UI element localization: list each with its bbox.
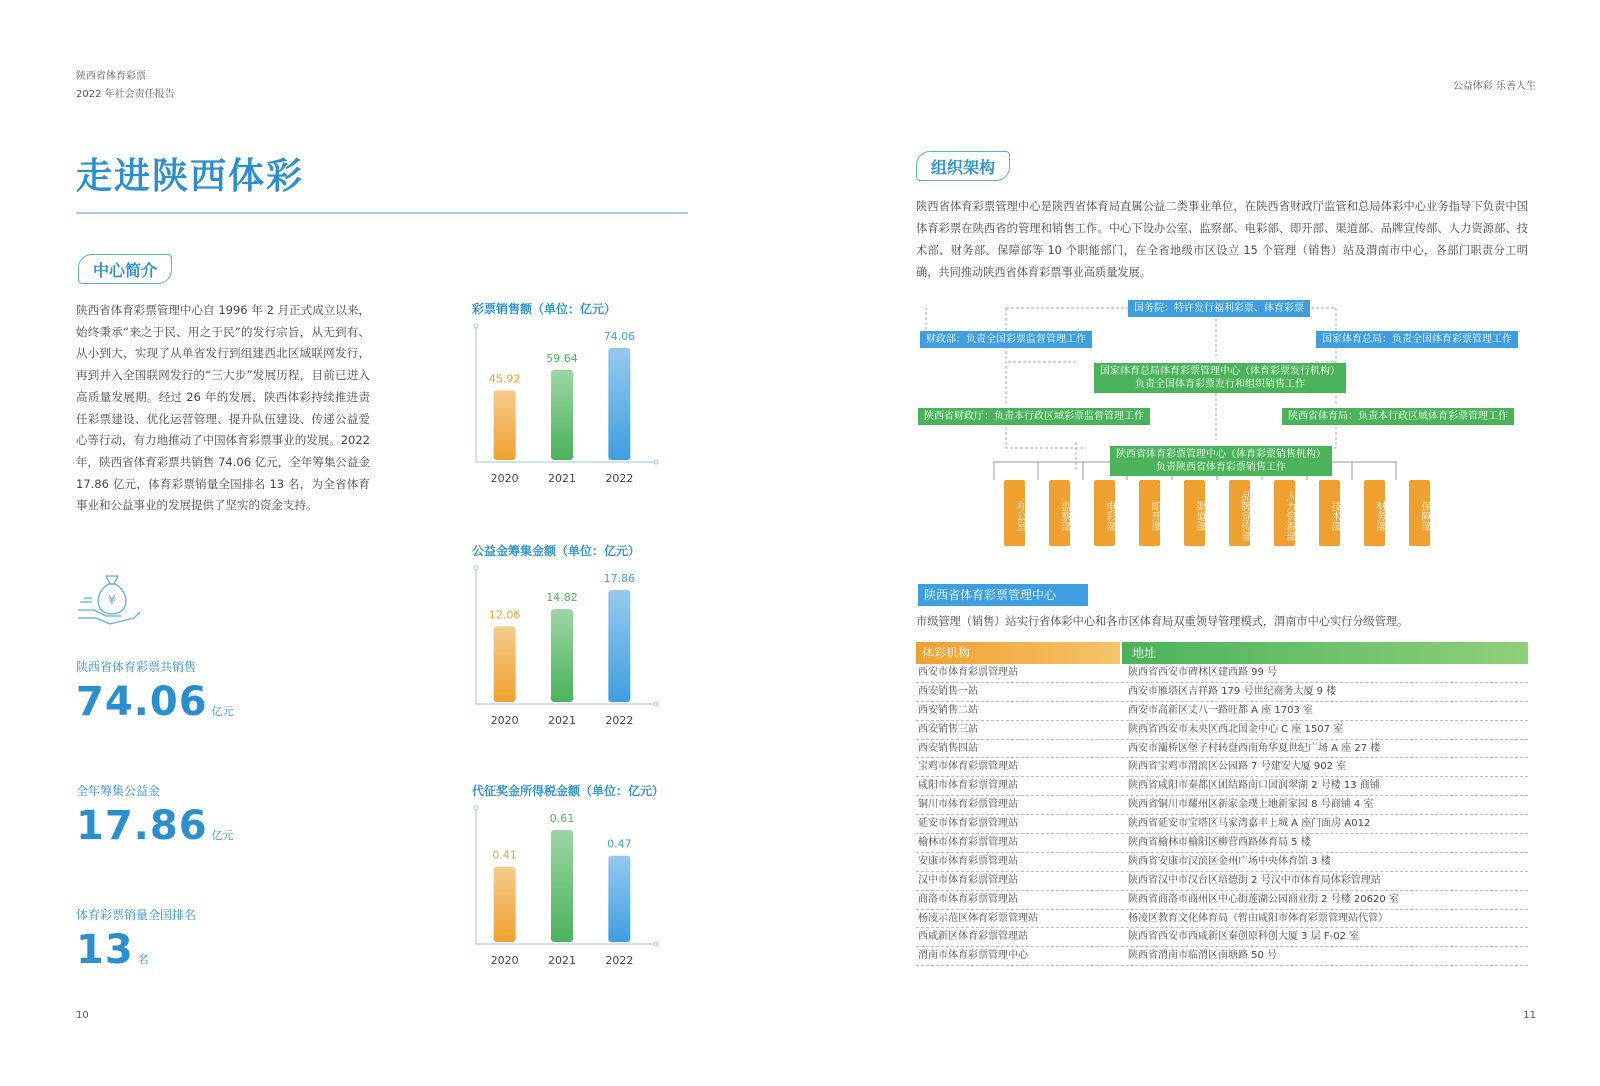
bar-value-label: 0.61 (549, 812, 575, 825)
org-paragraph: 陕西省体育彩票管理中心是陕西省体育局直属公益二类事业单位，在陕西省财政厅监管和总局体彩中心业务指导下负责中国体育彩票在陕西省的管理和销售工作。中心下设办公室、监察部、电彩部、即开部、渠道部、品牌宣传部、人力资源部、技术部、财务部、保障部等 10 个职能部门，在全省地级市区设立 15 个管理（销售）站及渭南市中心，各部门职责分工明确，共同推动陕西省体育彩票事业高质量发展。 (916, 200, 1528, 279)
table-row (916, 702, 1528, 721)
table-row (916, 834, 1528, 853)
station-address: 西安市高新区丈八一路旺都 A 座 1703 室 (1128, 704, 1314, 716)
station-name: 延安市体育彩票管理站 (918, 818, 1018, 830)
kpi-sales-label: 陕西省体育彩票共销售 (76, 660, 197, 674)
kpi-sales (76, 658, 234, 725)
dept-finance: 财务部 (1364, 480, 1385, 546)
station-name: 西安销售四站 (918, 742, 978, 754)
chart-title-sales: 彩票销售额（单位：亿元） (472, 302, 617, 316)
station-name: 西安市体育彩票管理站 (918, 667, 1018, 678)
station-name: 榆林市体育彩票管理站 (918, 837, 1018, 849)
x-tick-label: 2020 (490, 954, 519, 967)
table-row (916, 928, 1528, 947)
station-address: 陕西省商洛市商州区中心街莲湖公园商业街 2 号楼 20620 室 (1128, 893, 1399, 905)
station-address: 杨凌区教育文化体育局（暂由咸阳市体育彩票管理站代管） (1128, 912, 1388, 924)
intro-paragraph: 陕西省体育彩票管理中心自 1996 年 2 月正式成立以来，始终秉承“来之于民、用之于民”的发行宗旨，从无到有、从小到大，实现了从单省发行到组建西北区域联网发行，再到并入全国联网发行的“三大步”发展历程，目前已进入高质量发展期。经过 26 年的发展，陕西体彩持续推进责任彩票建设、优化运营管理、提升队伍建设、传递公益爱心等行动，有力地推动了中国体育彩票事业的发展。2022 年，陕西省体育彩票共销售 74.06 亿元，全年筹集公益金 17.86 亿元，体育彩票销量全国排名 13 名，为全省体育事业和公益事业的发展提供了坚实的资金支持。 (76, 303, 370, 513)
chart-welfare (468, 564, 668, 734)
table-body (916, 664, 1528, 966)
money-bag-icon (76, 570, 146, 634)
x-tick-label: 2022 (605, 714, 634, 727)
station-name: 铜川市体育彩票管理站 (918, 799, 1018, 811)
table-header-address: 地址 (1122, 642, 1528, 664)
title-divider (76, 212, 688, 214)
org-sx-finance: 陕西省财政厅：负责本行政区域彩票监督管理工作 (918, 408, 1150, 425)
table-header (916, 642, 1528, 664)
section-tag-intro: 中心简介 (78, 254, 172, 284)
bar-2020 (494, 867, 516, 942)
station-address: 陕西省渭南市临渭区南塘路 50 号 (1128, 950, 1278, 962)
table-row (916, 910, 1528, 929)
org-state-council: 国务院：特许发行福利彩票、体育彩票 (1128, 300, 1310, 317)
table-row (916, 796, 1528, 815)
x-tick-label: 2020 (490, 714, 519, 727)
station-name: 西安销售一站 (918, 685, 978, 697)
table-header-org: 体彩机构 (916, 642, 1120, 664)
bar-2022 (608, 856, 630, 942)
chart-title-welfare: 公益金筹集金额（单位：亿元） (472, 544, 641, 558)
bar-2022 (608, 348, 630, 460)
dept-office: 办公室 (1004, 480, 1025, 546)
bar-2021 (551, 370, 573, 460)
table-row (916, 721, 1528, 740)
dept-brand: 品牌宣传部 (1229, 480, 1250, 546)
bar-value-label: 14.82 (546, 591, 578, 605)
axis-endpoint (654, 942, 658, 946)
org-mof: 财政部：负责全国彩票监督管理工作 (920, 331, 1092, 348)
header-org: 陕西省体育彩票 (76, 71, 146, 82)
x-tick-label: 2021 (548, 714, 576, 727)
table-row (916, 740, 1528, 759)
center-tag: 陕西省体育彩票管理中心 (918, 584, 1088, 606)
station-address: 陕西省延安市宝塔区马家湾嘉丰上城 A 座门面房 A012 (1128, 818, 1371, 830)
station-address: 陕西省西安市西咸新区秦创原科创大厦 3 层 F-02 室 (1128, 931, 1360, 943)
page-title: 走进陕西体彩 (76, 156, 305, 197)
report-header (76, 68, 175, 104)
axis-endpoint (474, 566, 478, 570)
station-name: 咸阳市体育彩票管理站 (918, 780, 1018, 792)
table-row (916, 815, 1528, 834)
station-address: 西安市灞桥区堡子村转盘西南角华夏世纪广场 A 座 27 楼 (1128, 742, 1381, 754)
kpi-rank-label: 体育彩票销量全国排名 (76, 908, 197, 922)
page-number-left: 10 (76, 1010, 89, 1021)
table-row (916, 872, 1528, 891)
kpi-welfare (76, 782, 234, 849)
bar-value-label: 74.06 (603, 330, 636, 343)
station-name: 杨凌示范区体育彩票管理站 (918, 912, 1038, 924)
svg-text:¥: ¥ (108, 593, 116, 607)
bar-value-label: 59.64 (546, 351, 578, 365)
dept-support: 保障部 (1409, 480, 1430, 546)
org-sx-center-line1: 陕西省体育彩票管理中心（体育彩票销售机构） (1116, 449, 1326, 460)
bar-value-label: 0.41 (492, 848, 517, 862)
x-tick-label: 2021 (548, 472, 576, 485)
bar-2020 (494, 626, 516, 702)
axis-endpoint (474, 324, 478, 328)
kpi-welfare-label: 全年筹集公益金 (76, 784, 161, 798)
station-name: 西咸新区体育彩票管理站 (918, 931, 1028, 943)
dept-channel: 渠道部 (1184, 480, 1205, 546)
dept-electronic: 电彩部 (1094, 480, 1115, 546)
org-nlc-line1: 国家体育总局体育彩票管理中心（体育彩票发行机构） (1100, 366, 1340, 377)
org-sx-center-line2: 负责陕西省体育彩票销售工作 (1156, 462, 1286, 473)
axis-endpoint (654, 702, 658, 706)
kpi-rank-value: 13 (76, 927, 134, 973)
axis-endpoint (654, 460, 658, 464)
station-address: 陕西省宝鸡市渭滨区公园路 7 号建安大厦 902 室 (1128, 761, 1347, 773)
station-address: 陕西省榆林市榆阳区柳营西路体育局 5 楼 (1128, 837, 1311, 849)
kpi-rank-unit: 名 (137, 953, 149, 966)
page-number-right: 11 (1523, 1010, 1536, 1021)
header-report: 2022 年社会责任报告 (76, 89, 175, 100)
center-description: 市级管理（销售）站实行省体彩中心和各市区体育局双重领导管理模式，渭南市中心实行分级管理。 (916, 615, 1409, 628)
axis-endpoint (474, 806, 478, 810)
bar-2020 (494, 391, 516, 460)
chart-title-tax: 代征奖金所得税金额（单位：亿元） (472, 784, 665, 798)
kpi-rank (76, 906, 196, 973)
bar-value-label: 17.86 (603, 572, 636, 585)
station-name: 渭南市体育彩票管理中心 (918, 950, 1028, 962)
table-row (916, 947, 1528, 966)
station-address: 陕西省汉中市汉台区培德街 2 号汉中市体育局体彩管理站 (1128, 874, 1381, 886)
station-name: 安康市体育彩票管理站 (918, 855, 1018, 867)
station-name: 西安销售三站 (918, 723, 978, 735)
bar-value-label: 0.47 (607, 837, 632, 851)
bar-value-label: 45.92 (488, 372, 521, 386)
kpi-sales-unit: 亿元 (211, 705, 234, 718)
station-address: 西安市雁塔区吉祥路 179 号世纪商务大厦 9 楼 (1128, 685, 1337, 697)
station-name: 汉中市体育彩票管理站 (918, 874, 1018, 886)
dept-instant: 即开部 (1139, 480, 1160, 546)
header-slogan: 公益体彩 乐善人生 (1452, 81, 1536, 92)
station-name: 商洛市体育彩票管理站 (918, 893, 1018, 905)
x-tick-label: 2021 (548, 954, 576, 967)
org-sx-center (1110, 446, 1332, 476)
station-address: 陕西省安康市汉滨区金州广场中央体育馆 3 楼 (1128, 855, 1331, 867)
section-tag-org: 组织架构 (916, 151, 1010, 181)
station-address: 陕西省铜川市耀州区新家金璞上地新家园 8 号商铺 4 室 (1128, 799, 1374, 811)
org-gas: 国家体育总局：负责全国体育彩票管理工作 (1316, 331, 1518, 348)
station-name: 西安销售二站 (918, 704, 978, 716)
table-row (916, 891, 1528, 910)
x-tick-label: 2022 (605, 472, 634, 485)
org-nlc (1094, 363, 1346, 393)
station-address: 陕西省西安市碑林区建西路 99 号 (1128, 667, 1278, 678)
dept-supervision: 监察部 (1049, 480, 1070, 546)
table-row (916, 664, 1528, 683)
bar-2021 (551, 609, 573, 702)
kpi-welfare-value: 17.86 (76, 803, 208, 849)
station-address: 陕西省咸阳市秦都区团结路南口国润翠湖 2 号楼 13 商铺 (1128, 780, 1380, 792)
kpi-welfare-unit: 亿元 (211, 829, 234, 842)
org-nlc-line2: 负责全国体育彩票发行和组织销售工作 (1135, 379, 1305, 390)
table-row (916, 777, 1528, 796)
station-name: 宝鸡市体育彩票管理站 (918, 761, 1018, 773)
bar-2022 (608, 590, 630, 702)
x-tick-label: 2022 (605, 954, 634, 967)
table-row (916, 758, 1528, 777)
dept-tech: 技术部 (1319, 480, 1340, 546)
bar-2021 (551, 830, 573, 942)
x-tick-label: 2020 (490, 472, 519, 485)
table-row (916, 683, 1528, 702)
station-address: 陕西省西安市未央区西北国金中心 C 座 1507 室 (1128, 723, 1344, 735)
dept-hr: 人力资源部 (1274, 480, 1295, 546)
chart-tax (468, 804, 668, 974)
org-sx-sports: 陕西省体育局：负责本行政区域体育彩票管理工作 (1282, 408, 1514, 425)
kpi-sales-value: 74.06 (76, 679, 208, 725)
stations-table (916, 642, 1528, 966)
bar-value-label: 12.06 (488, 608, 521, 622)
table-row (916, 853, 1528, 872)
chart-sales (468, 322, 668, 492)
